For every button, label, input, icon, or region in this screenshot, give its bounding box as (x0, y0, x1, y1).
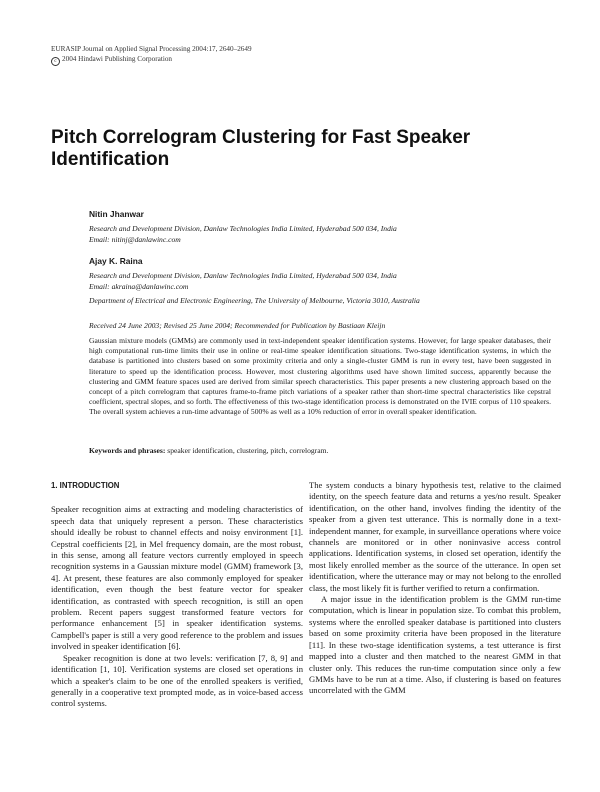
received-line: Received 24 June 2003; Revised 25 June 2004; Recommended for Publication by Bastiaan Kleijn (89, 321, 386, 330)
author-affiliation-secondary: Department of Electrical and Electronic Engineering, The University of Melbourne, Victoria 3010, Australia (89, 296, 420, 305)
abstract: Gaussian mixture models (GMMs) are commonly used in text-independent speaker identification systems. However, for large speaker databases, their high computational run-time limits their use in online or real-time speaker identification situations. Two-stage identification systems, in which the database is partitioned into clusters based on some proximity criteria and only a single-cluster GMM is run in every test, have been suggested in literature to speed up the identification process. However, most clustering algorithms used have shown limited success, apparently because the clustering and GMM feature spaces used are derived from similar speech characteristics. This paper presents a new clustering approach based on the concept of a pitch correlogram that captures frame-to-frame pitch variations of a speaker rather than short-time spectral characteristics like cepstral coefficient, spectral slopes, and so forth. The effectiveness of this two-stage identification process is demonstrated on the IVIE corpus of 110 speakers. The overall system achieves a run-time advantage of 500% as well as a 10% reduction of error in overall speaker identification. (89, 336, 551, 417)
author-email: Email: akraina@danlawinc.com (89, 282, 189, 291)
author-affiliation: Research and Development Division, Danlaw Technologies India Limited, Hyderabad 500 034, India (89, 224, 397, 233)
copyright-icon: c (51, 57, 60, 66)
keywords-text: speaker identification, clustering, pitch, correlogram. (167, 446, 329, 455)
column-right (309, 480, 561, 697)
journal-header (51, 44, 252, 66)
paragraph: Speaker recognition aims at extracting and modeling characteristics of speech data that uniquely represent a person. These characteristics should ideally be robust to channel effects and noisy environment [1]. Cepstral coefficients [2], in Mel frequency domain, are the most robust, in this sense, among all feature vectors currently employed in speech recognition systems in a Gaussian mixture model (GMM) framework [3, 4]. At present, these features are also commonly employed for speaker identification, even though the best feature vector for speaker identification, as contrasted with speech recognition, is still an open problem. Recent papers suggest transformed feature vectors for performance enhancement [5] in speaker identification systems. Campbell's paper is still a very good reference to the problem and issues involved in speaker identification [6]. (51, 504, 303, 652)
paragraph: A major issue in the identification problem is the GMM run-time computation, which is linear in population size. To combat this problem, systems where the enrolled speaker database is partitioned into clusters based on some proximity criteria have been proposed in the literature [11]. In these two-stage identification systems, a test utterance is first mapped into a cluster and then matched to the nearest GMM in that cluster only. This reduces the run-time computation since only a few GMMs have to be run at a time. Also, if clustering is based on features uncorrelated with the GMM (309, 594, 561, 696)
section-heading: 1. INTRODUCTION (51, 481, 120, 490)
author-name: Ajay K. Raina (89, 256, 143, 266)
journal-citation: EURASIP Journal on Applied Signal Processing 2004:17, 2640–2649 (51, 45, 252, 53)
paper-title: Pitch Correlogram Clustering for Fast Speaker Identification (51, 127, 471, 170)
column-left (51, 480, 303, 710)
copyright-text: 2004 Hindawi Publishing Corporation (62, 55, 173, 63)
author-name: Nitin Jhanwar (89, 209, 144, 219)
paragraph: The system conducts a binary hypothesis test, relative to the claimed identity, on the speech feature data and returns a yes/no result. Speaker identification, on the other hand, involves finding the identity of the speaker from a given test utterance. This is normally done in a text-independent manner, for example, in surveillance operations where voice channels are monitored or in other noninvasive access control applications. Identification systems, in closed set operation, identify the most likely enrolled member as the source of the utterance. In open set identification, where the utterance may or may not belong to the enrolled class, the most likely fit is further verified to return a confirmation. (309, 480, 561, 593)
author-email: Email: nitinj@danlawinc.com (89, 235, 181, 244)
paragraph: Speaker recognition is done at two levels: verification [7, 8, 9] and identification [1, 10]. Verification systems are closed set operations in which a speaker's claim to be one of the enrolled speakers is verified, generally in a cooperative text prompted mode, as in voice-based access control systems. (51, 652, 303, 709)
author-block-1 (89, 209, 559, 245)
copyright-line (51, 54, 252, 66)
keywords-label: Keywords and phrases: (89, 446, 166, 455)
author-block-2 (89, 256, 559, 306)
author-affiliation: Research and Development Division, Danlaw Technologies India Limited, Hyderabad 500 034, India (89, 271, 397, 280)
keywords (89, 446, 551, 456)
